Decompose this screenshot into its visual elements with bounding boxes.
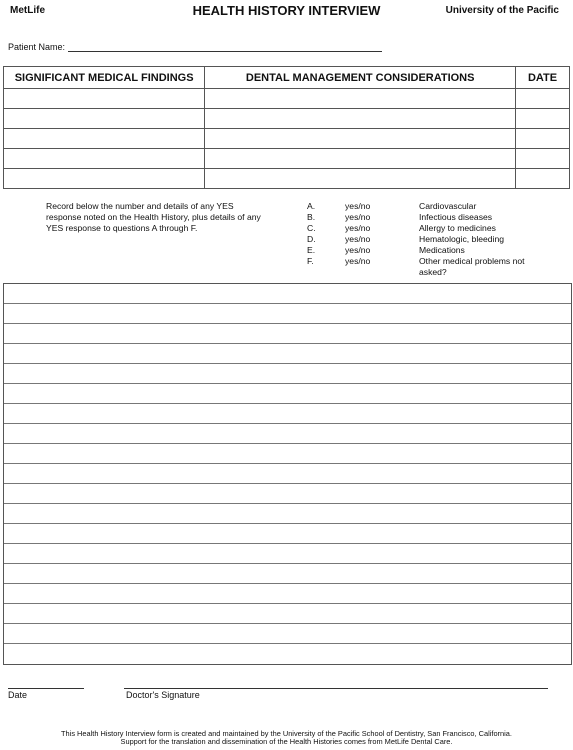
- medical-findings-cell[interactable]: [4, 169, 205, 189]
- notes-row[interactable]: [4, 424, 571, 444]
- question-topic: Medications: [419, 245, 465, 255]
- date-cell[interactable]: [516, 89, 570, 109]
- question-answer[interactable]: yes/no: [345, 201, 371, 211]
- footer-line-2: Support for the translation and dissemination of the Health Histories comes from MetLife Dental Care.: [120, 737, 453, 746]
- findings-row: [4, 109, 570, 129]
- header-dental-considerations: DENTAL MANAGEMENT CONSIDERATIONS: [205, 67, 516, 89]
- notes-row[interactable]: [4, 444, 571, 464]
- notes-area: [3, 283, 572, 665]
- question-answer[interactable]: yes/no: [345, 245, 371, 255]
- dental-considerations-cell[interactable]: [205, 149, 516, 169]
- date-field[interactable]: [8, 688, 84, 689]
- notes-row[interactable]: [4, 464, 571, 484]
- notes-row[interactable]: [4, 304, 571, 324]
- date-cell[interactable]: [516, 169, 570, 189]
- question-letter: F.: [307, 256, 314, 266]
- notes-row[interactable]: [4, 584, 571, 604]
- footer-line-1: This Health History Interview form is created and maintained by the University of the Pacific School of Dentistry, San Francisco, California.: [61, 729, 512, 738]
- findings-row: [4, 129, 570, 149]
- notes-row[interactable]: [4, 324, 571, 344]
- findings-header-row: [4, 67, 570, 89]
- question-topic: Allergy to medicines: [419, 223, 496, 233]
- instructions-text: Record below the number and details of any YES response noted on the Health History, plus details of any YES response to questions A through F.: [46, 201, 261, 233]
- notes-row[interactable]: [4, 504, 571, 524]
- notes-row[interactable]: [4, 544, 571, 564]
- dental-considerations-cell[interactable]: [205, 89, 516, 109]
- doctor-signature-field[interactable]: [124, 688, 548, 689]
- notes-row[interactable]: [4, 344, 571, 364]
- question-topic: Other medical problems not asked?: [419, 256, 525, 277]
- university-label: University of the Pacific: [445, 5, 559, 16]
- form-title: HEALTH HISTORY INTERVIEW: [192, 3, 381, 18]
- date-label: Date: [8, 690, 28, 700]
- medical-findings-cell[interactable]: [4, 109, 205, 129]
- doctor-signature-label: Doctor's Signature: [126, 690, 200, 700]
- question-topic: Hematologic, bleeding: [419, 234, 505, 244]
- question-letter: E.: [307, 245, 316, 255]
- notes-row[interactable]: [4, 604, 571, 624]
- date-cell[interactable]: [516, 149, 570, 169]
- findings-row: [4, 149, 570, 169]
- notes-row[interactable]: [4, 564, 571, 584]
- findings-table: [3, 66, 570, 189]
- notes-row[interactable]: [4, 484, 571, 504]
- dental-considerations-cell[interactable]: [205, 129, 516, 149]
- medical-findings-cell[interactable]: [4, 149, 205, 169]
- question-topic: Cardiovascular: [419, 201, 477, 211]
- notes-row[interactable]: [4, 364, 571, 384]
- question-topic: Infectious diseases: [419, 212, 493, 222]
- findings-row: [4, 169, 570, 189]
- metlife-label: MetLife: [10, 5, 45, 16]
- question-answer[interactable]: yes/no: [345, 234, 371, 244]
- question-letter: D.: [307, 234, 316, 244]
- header-medical-findings: SIGNIFICANT MEDICAL FINDINGS: [4, 67, 205, 89]
- header-date: DATE: [516, 67, 570, 89]
- notes-row[interactable]: [4, 384, 571, 404]
- question-letter: A.: [307, 201, 316, 211]
- notes-row[interactable]: [4, 644, 571, 664]
- findings-row: [4, 89, 570, 109]
- question-letter: B.: [307, 212, 316, 222]
- question-answer[interactable]: yes/no: [345, 223, 371, 233]
- dental-considerations-cell[interactable]: [205, 109, 516, 129]
- notes-row[interactable]: [4, 404, 571, 424]
- notes-row[interactable]: [4, 624, 571, 644]
- patient-name-field[interactable]: [68, 51, 382, 52]
- question-answer[interactable]: yes/no: [345, 212, 371, 222]
- patient-name-label: Patient Name:: [8, 42, 66, 52]
- notes-row[interactable]: [4, 524, 571, 544]
- question-letter: C.: [307, 223, 316, 233]
- date-cell[interactable]: [516, 109, 570, 129]
- question-answer[interactable]: yes/no: [345, 256, 371, 266]
- footer-text: [0, 730, 573, 746]
- medical-findings-cell[interactable]: [4, 89, 205, 109]
- medical-findings-cell[interactable]: [4, 129, 205, 149]
- notes-row[interactable]: [4, 284, 571, 304]
- dental-considerations-cell[interactable]: [205, 169, 516, 189]
- date-cell[interactable]: [516, 129, 570, 149]
